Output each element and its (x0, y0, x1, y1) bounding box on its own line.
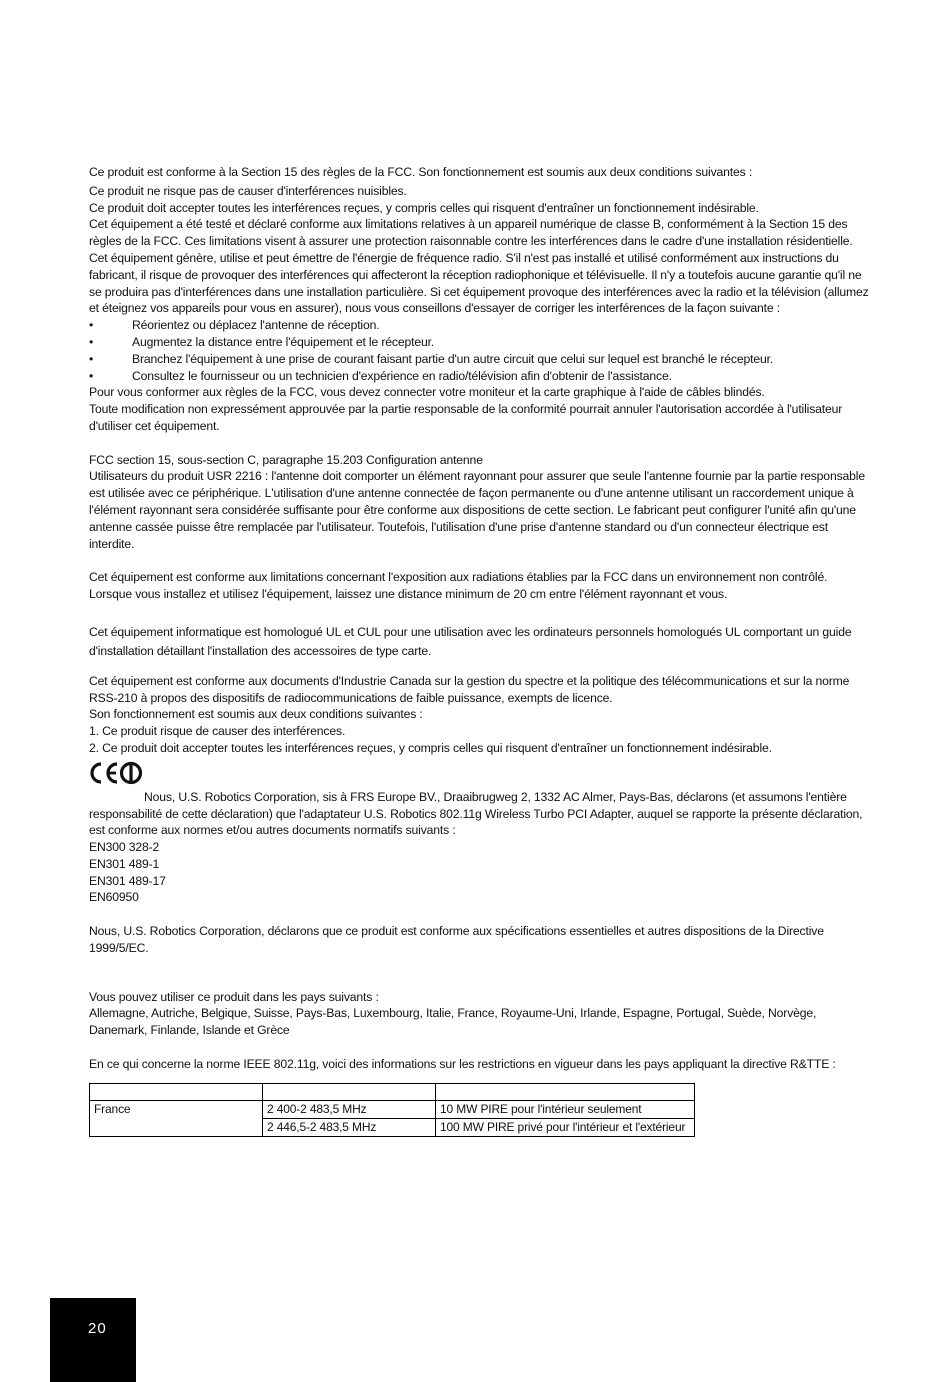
power-limit-cell: 10 MW PIRE pour l'intérieur seulement (436, 1100, 695, 1118)
directive-declaration: Nous, U.S. Robotics Corporation, déclarons que ce produit est conforme aux spécifications essentielles et autres dispositions de la Directive 1999/5/EC. (89, 924, 824, 955)
document-body (89, 164, 869, 1137)
countries-intro: Vous pouvez utiliser ce produit dans les pays suivants : (89, 989, 379, 1004)
industry-canada-paragraph: Cet équipement est conforme aux documents d'Industrie Canada sur la gestion du spectre et la politique des télécommunications et sur la norme RSS-210 à propos des dispositifs de radiocommunications de faible puissance, exempts de licence. (89, 673, 850, 705)
restrictions-intro: En ce qui concerne la norme IEEE 802.11g, voici des informations sur les restrictions en vigueur dans les pays appliquant la directive R&TTE : (89, 1056, 836, 1071)
canada-condition-1: 1. Ce produit risque de causer des interférences. (89, 724, 346, 739)
bullet-icon: • (89, 351, 94, 366)
list-item: • Consultez le fournisseur ou un technicien d'expérience en radio/télévision afin d'obtenir de l'assistance. (89, 368, 672, 383)
list-item: • Augmentez la distance entre l'équipement et le récepteur. (89, 334, 435, 349)
frequency-band-cell: 2 400-2 483,5 MHz (263, 1100, 436, 1118)
restrictions-table (89, 1083, 695, 1137)
ce-declaration: Nous, U.S. Robotics Corporation, sis à FRS Europe BV., Draaibrugweg 2, 1332 AC Almer, Pays-Bas, déclarons (et assumons l'entière responsabilité de cette déclaration) que l'adaptateur U.S. Robotics 802.11g Wireless Turbo PCI Adapter, auquel se rapporte la présente déclaration, est conforme aux normes et/ou autres documents normatifs suivants : (89, 789, 863, 838)
interference-remedies-list (89, 317, 869, 384)
antenna-heading: FCC section 15, sous-section C, paragraphe 15.203 Configuration antenne (89, 452, 483, 467)
countries-list: Allemagne, Autriche, Belgique, Suisse, Pays-Bas, Luxembourg, Italie, France, Royaume-Uni, Irlande, Espagne, Portugal, Suède, Norvège, Danemark, Finlande, Islande et Grèce (89, 1006, 817, 1038)
antenna-paragraph: Utilisateurs du produit USR 2216 : l'antenne doit comporter un élément rayonnant pour assurer que seule l'antenne fournie par la partie responsable est utilisée avec ce périphérique. L'utilisation d'une antenne connectée de façon permanente ou d'une antenne utilisant un raccordement unique à l'élément rayonnant sera considérée suffisante pour être conforme aux dispositions de cette section. Le fabricant peut configurer l'unité afin qu'une antenne cassée puisse être remplacée par l'utilisateur. Toutefois, l'utilisation d'une prise d'antenne standard ou d'un connecteur électrique est interdite. (89, 469, 865, 551)
radiation-exposure-paragraph: Cet équipement est conforme aux limitations concernant l'exposition aux radiations établies par la FCC dans un environnement non contrôlé. Lorsque vous installez et utilisez l'équipement, laissez une distance minimum de 20 cm entre l'élément rayonnant et vous. (89, 570, 828, 601)
canada-condition-2: 2. Ce produit doit accepter toutes les interférences reçues, y compris celles qui risquent d'entraîner un fonctionnement indésirable. (89, 740, 772, 755)
fcc-condition-2: Ce produit doit accepter toutes les interférences reçues, y compris celles qui risquent d'entraîner un fonctionnement indésirable. (89, 200, 759, 215)
table-header-cell (90, 1083, 263, 1100)
fcc-intro: Ce produit est conforme à la Section 15 des règles de la FCC. Son fonctionnement est soumis aux deux conditions suivantes : (89, 165, 753, 179)
table-row (90, 1100, 695, 1118)
ce-mark-row (89, 757, 869, 789)
fcc-condition-1: Ce produit ne risque pas de causer d'interférences nuisibles. (89, 183, 407, 198)
fcc-class-b-paragraph: Cet équipement a été testé et déclaré conforme aux limitations relatives à un appareil numérique de classe B, conformément à la Section 15 des règles de la FCC. Ces limitations visent à assurer une protection raisonnable contre les interférences dans le cadre d'une installation résidentielle. Cet équipement génère, utilise et peut émettre de l'énergie de fréquence radio. S'il n'est pas installé et utilisé conformément aux instructions du fabricant, il risque de provoquer des interférences qui affecteront la réception radiophonique et télévisuelle. Il n'y a toutefois aucune garantie qu'il ne se produira pas d'interférences dans une installation particulière. Si cet équipement provoque des interférences avec la radio et la télévision (allumez et éteignez vos appareils pour vous en assurer), nous vous conseillons d'essayer de corriger les interférences de la façon suivante : (89, 217, 869, 316)
list-item: • Branchez l'équipement à une prise de courant faisant partie d'un autre circuit que celui sur lequel est branché le récepteur. (89, 351, 774, 366)
canada-conditions-intro: Son fonctionnement est soumis aux deux conditions suivantes : (89, 707, 423, 722)
standard-item: EN60950 (89, 890, 139, 905)
ul-listing-paragraph: Cet équipement informatique est homologué UL et CUL pour une utilisation avec les ordinateurs personnels homologués UL comportant un guide d'installation détaillant l'installation des accessoires de type carte. (89, 624, 852, 658)
table-header-row (90, 1083, 695, 1100)
standard-item: EN300 328-2 (89, 840, 160, 855)
table-header-cell (263, 1083, 436, 1100)
standard-item: EN301 489-1 (89, 856, 160, 871)
standard-item: EN301 489-17 (89, 873, 166, 888)
shielded-cables-notice: Pour vous conformer aux règles de la FCC, vous devez connecter votre moniteur et la carte graphique à l'aide de câbles blindés. (89, 385, 765, 400)
country-cell: France (90, 1100, 263, 1136)
list-item: • Réorientez ou déplacez l'antenne de réception. (89, 318, 380, 333)
bullet-icon: • (89, 318, 94, 333)
page-number-tab (50, 1298, 136, 1382)
ce-alert-logo-icon (85, 759, 145, 792)
power-limit-cell: 100 MW PIRE privé pour l'intérieur et l'extérieur (436, 1118, 695, 1136)
bullet-icon: • (89, 368, 94, 383)
table-header-cell (436, 1083, 695, 1100)
bullet-icon: • (89, 334, 94, 349)
frequency-band-cell: 2 446,5-2 483,5 MHz (263, 1118, 436, 1136)
page-number: 20 (88, 1320, 107, 1337)
modification-notice: Toute modification non expressément approuvée par la partie responsable de la conformité pourrait annuler l'autorisation accordée à l'utilisateur d'utiliser cet équipement. (89, 402, 843, 433)
